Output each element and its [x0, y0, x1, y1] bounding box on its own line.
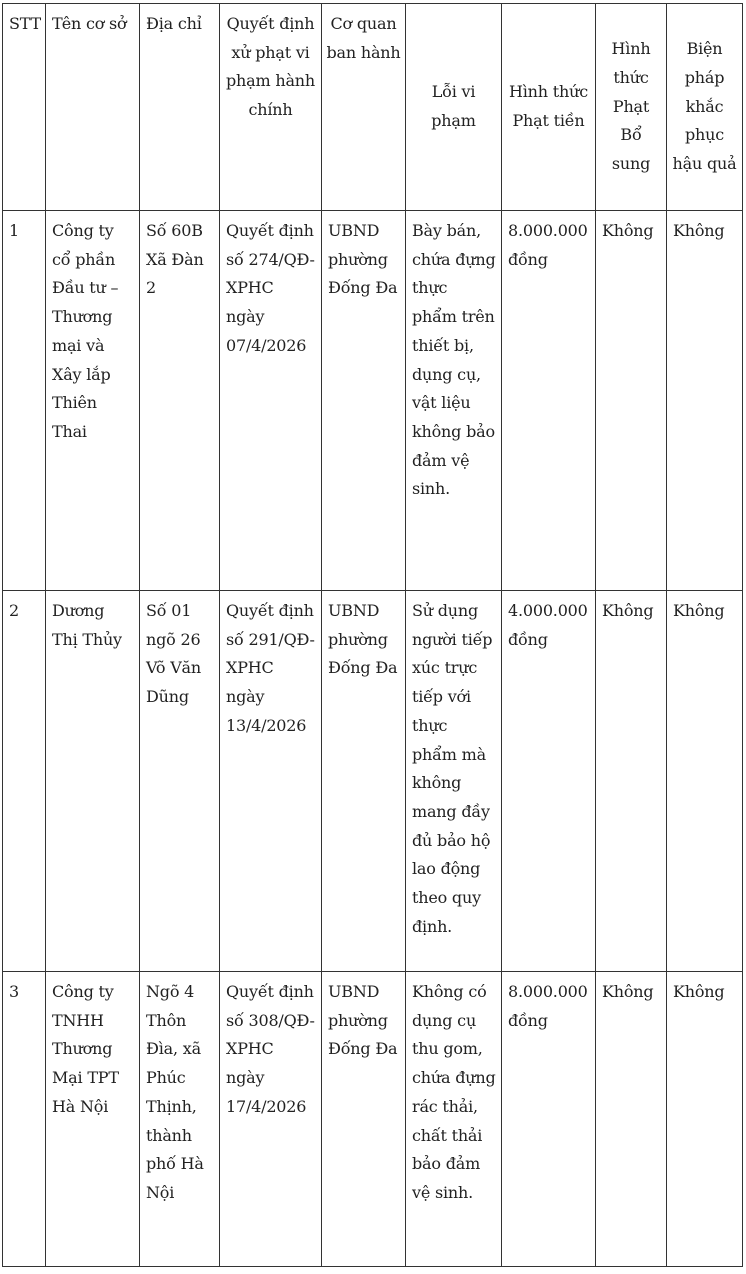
cell-ten-co-so: Công ty TNHH Thương Mại TPT Hà Nội: [46, 972, 140, 1267]
violations-table: [2, 3, 743, 1267]
cell-dia-chi: Ngõ 4 Thôn Đìa, xã Phúc Thịnh, thành phố Hà Nội: [140, 972, 220, 1267]
header-ten-co-so: Tên cơ sở: [46, 4, 140, 211]
cell-phat-tien: 8.000.000 đồng: [502, 972, 596, 1267]
header-phat-tien: Hình thức Phạt tiền: [502, 4, 596, 211]
cell-bien-phap: Không: [667, 972, 743, 1267]
header-quyet-dinh: Quyết định xử phạt vi phạm hành chính: [220, 4, 322, 211]
cell-co-quan: UBND phường Đống Đa: [322, 591, 406, 972]
cell-phat-bo-sung: Không: [596, 591, 667, 972]
cell-phat-bo-sung: Không: [596, 972, 667, 1267]
cell-quyet-dinh: Quyết định số 308/QĐ-XPHC ngày 17/4/2026: [220, 972, 322, 1267]
header-loi-vi-pham: Lỗi vi phạm: [406, 4, 502, 211]
cell-co-quan: UBND phường Đống Đa: [322, 211, 406, 591]
cell-dia-chi: Số 60B Xã Đàn 2: [140, 211, 220, 591]
header-dia-chi: Địa chỉ: [140, 4, 220, 211]
header-co-quan: Cơ quan ban hành: [322, 4, 406, 211]
header-row: [3, 4, 743, 211]
cell-loi-vi-pham: Bày bán, chứa đựng thực phẩm trên thiết bị, dụng cụ, vật liệu không bảo đảm vệ sinh.: [406, 211, 502, 591]
cell-stt: 1: [3, 211, 46, 591]
cell-phat-tien: 4.000.000 đồng: [502, 591, 596, 972]
cell-loi-vi-pham: Sử dụng người tiếp xúc trực tiếp với thực phẩm mà không mang đầy đủ bảo hộ lao động theo quy định.: [406, 591, 502, 972]
cell-dia-chi: Số 01 ngõ 26 Võ Văn Dũng: [140, 591, 220, 972]
header-phat-bo-sung: Hình thức Phạt Bổ sung: [596, 4, 667, 211]
header-bien-phap: Biện pháp khắc phục hậu quả: [667, 4, 743, 211]
cell-bien-phap: Không: [667, 591, 743, 972]
cell-quyet-dinh: Quyết định số 291/QĐ-XPHC ngày 13/4/2026: [220, 591, 322, 972]
cell-stt: 2: [3, 591, 46, 972]
cell-phat-bo-sung: Không: [596, 211, 667, 591]
cell-phat-tien: 8.000.000 đồng: [502, 211, 596, 591]
header-stt: STT: [3, 4, 46, 211]
cell-bien-phap: Không: [667, 211, 743, 591]
cell-co-quan: UBND phường Đống Đa: [322, 972, 406, 1267]
cell-ten-co-so: Công ty cổ phần Đầu tư – Thương mại và Xây lắp Thiên Thai: [46, 211, 140, 591]
table-row: [3, 591, 743, 972]
cell-stt: 3: [3, 972, 46, 1267]
table-row: [3, 211, 743, 591]
cell-loi-vi-pham: Không có dụng cụ thu gom, chứa đựng rác thải, chất thải bảo đảm vệ sinh.: [406, 972, 502, 1267]
cell-quyet-dinh: Quyết định số 274/QĐ-XPHC ngày 07/4/2026: [220, 211, 322, 591]
table-row: [3, 972, 743, 1267]
cell-ten-co-so: Dương Thị Thủy: [46, 591, 140, 972]
